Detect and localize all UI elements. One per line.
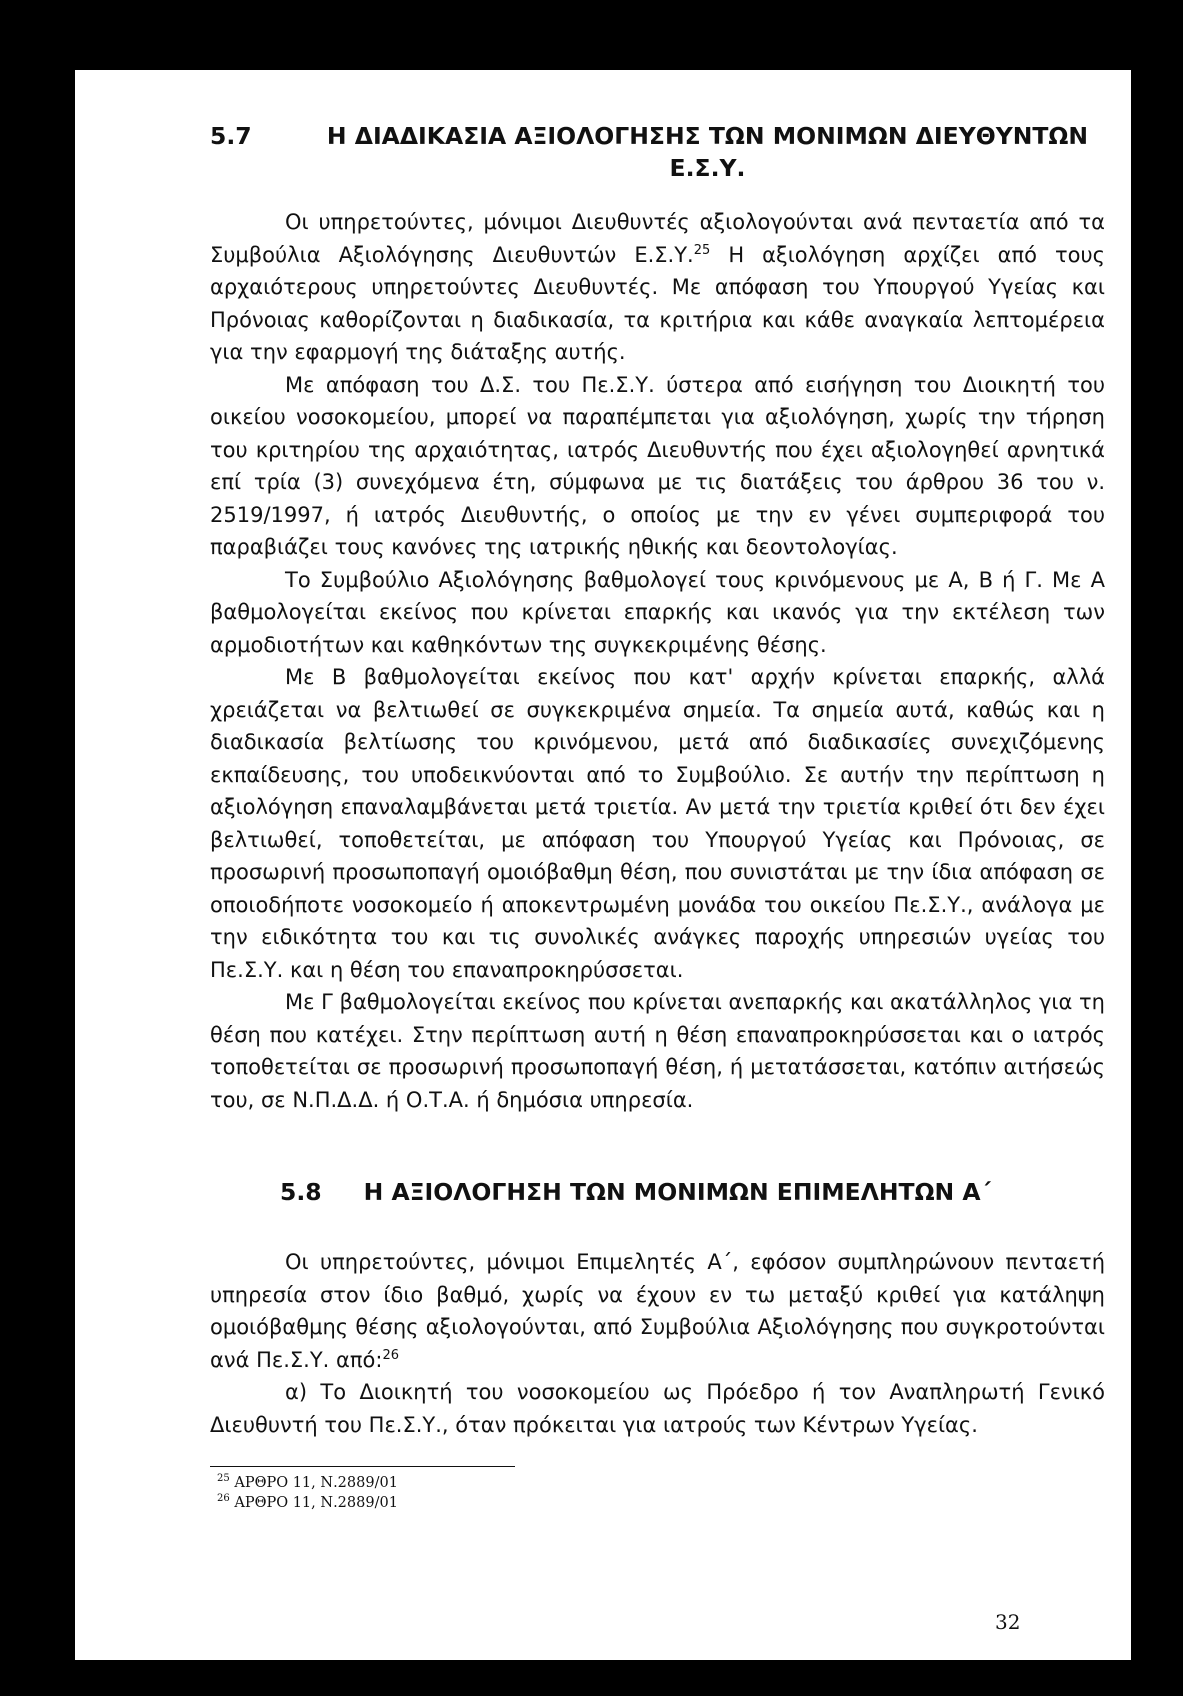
page-content [210,120,1105,1441]
section-number: 5.7 [210,122,252,150]
footnote-number: 25 [217,1473,230,1485]
footnote-divider [210,1466,515,1467]
footnote [217,1473,398,1493]
footnotes [217,1473,398,1513]
footnote-ref: 26 [382,1347,399,1363]
paragraph-text: Οι υπηρετούντες, μόνιμοι Διευθυντές αξιολογούνται ανά πενταετία από τα Συμβούλια Αξιολόγησης Διευθυντών Ε.Σ.Υ. [210,210,1105,267]
paragraph [210,1246,1105,1376]
document-page [75,70,1131,1660]
footnote-text: ΑΡΘΡΟ 11, Ν.2889/01 [234,1475,398,1491]
footnote [217,1493,398,1513]
paragraph: Το Συμβούλιο Αξιολόγησης βαθμολογεί τους κρινόμενους με Α, Β ή Γ. Με Α βαθμολογείται εκείνος που κρίνεται επαρκής και ικανός για την εκτέλεση των αρμοδιοτήτων και καθηκόντων της συγκεκριμένης θέσης. [210,567,1105,657]
section-title: Η ΔΙΑΔΙΚΑΣΙΑ ΑΞΙΟΛΟΓΗΣΗΣ ΤΩΝ ΜΟΝΙΜΩΝ ΔΙΕΥΘΥΝΤΩΝ Ε.Σ.Υ. [326,122,1089,182]
paragraph: Με Β βαθμολογείται εκείνος που κατ' αρχήν κρίνεται επαρκής, αλλά χρειάζεται να βελτιωθεί σε συγκεκριμένα σημεία. Τα σημεία αυτά, καθώς και η διαδικασία βελτίωσης του κρινόμενου, μετά από διαδικασίες συνεχιζόμενης εκπαίδευσης, του υποδεικνύονται από το Συμβούλιο. Σε αυτήν την περίπτωση η αξιολόγηση επαναλαμβάνεται μετά τριετία. Αν μετά την τριετία κριθεί ότι δεν έχει βελτιωθεί, τοποθετείται, με απόφαση του Υπουργού Υγείας και Πρόνοιας, σε προσωρινή προσωποπαγή ομοιόβαθμη θέση, που συνιστάται με την ίδια απόφαση σε οποιοδήποτε νοσοκομείο ή αποκεντρωμένη μονάδα του οικείου Πε.Σ.Υ., ανάλογα με την ειδικότητα του και τις συνολικές ανάγκες παροχής υπηρεσιών υγείας του Πε.Σ.Υ. και η θέση του επαναπροκηρύσσεται. [210,665,1105,982]
paragraph-text: Η αξιολόγηση αρχίζει από τους αρχαιότερους υπηρετούντες Διευθυντές. Με απόφαση του Υπουργού Υγείας και Πρόνοιας καθορίζονται η διαδικασία, τα κριτήρια και κάθε αναγκαία λεπτομέρεια για την εφαρμογή της διάταξης αυτής. [210,242,1106,364]
paragraph [210,206,1105,369]
footnote-text: ΑΡΘΡΟ 11, Ν.2889/01 [234,1495,398,1511]
paragraph: α) Το Διοικητή του νοσοκομείου ως Πρόεδρο ή τον Αναπληρωτή Γενικό Διευθυντή του Πε.Σ.Υ., όταν πρόκειται για ιατρούς των Κέντρων Υγείας. [210,1380,1105,1437]
section-title: Η ΑΞΙΟΛΟΓΗΣΗ ΤΩΝ ΜΟΝΙΜΩΝ ΕΠΙΜΕΛΗΤΩΝ Α΄ [363,1178,991,1206]
page-number: 32 [995,1610,1021,1634]
paragraph: Με Γ βαθμολογείται εκείνος που κρίνεται ανεπαρκής και ακατάλληλος για τη θέση που κατέχει. Στην περίπτωση αυτή η θέση επαναπροκηρύσσεται και ο ιατρός τοποθετείται σε προσωρινή προσωποπαγή θέση, ή μετατάσσεται, κατόπιν αιτήσεώς του, σε Ν.Π.Δ.Δ. ή Ο.Τ.Α. ή δημόσια υπηρεσία. [210,990,1105,1112]
footnote-ref: 25 [693,242,711,258]
paragraph: Με απόφαση του Δ.Σ. του Πε.Σ.Υ. ύστερα από εισήγηση του Διοικητή του οικείου νοσοκομείου, μπορεί να παραπέμπεται για αξιολόγηση, χωρίς την τήρηση του κριτηρίου της αρχαιότητας, ιατρός Διευθυντής που έχει αξιολογηθεί αρνητικά επί τρία (3) συνεχόμενα έτη, σύμφωνα με τις διατάξεις του άρθρου 36 του ν. 2519/1997, ή ιατρός Διευθυντής, ο οποίος με την εν γένει συμπεριφορά του παραβιάζει τους κανόνες της ιατρικής ηθικής και δεοντολογίας. [210,372,1105,559]
section-number: 5.8 [280,1178,322,1206]
section-heading-5-7 [210,120,1105,184]
paragraph-text: Οι υπηρετούντες, μόνιμοι Επιμελητές Α΄, εφόσον συμπληρώνουν πενταετή υπηρεσία στον ίδιο βαθμό, χωρίς να έχουν εν τω μεταξύ κριθεί για κατάληψη ομοιόβαθμης θέσης αξιολογούνται, από Συμβούλια Αξιολόγησης που συγκροτούνται ανά Πε.Σ.Υ. από: [210,1250,1105,1372]
footnote-number: 26 [217,1493,230,1505]
section-heading-5-8 [280,1176,1105,1208]
